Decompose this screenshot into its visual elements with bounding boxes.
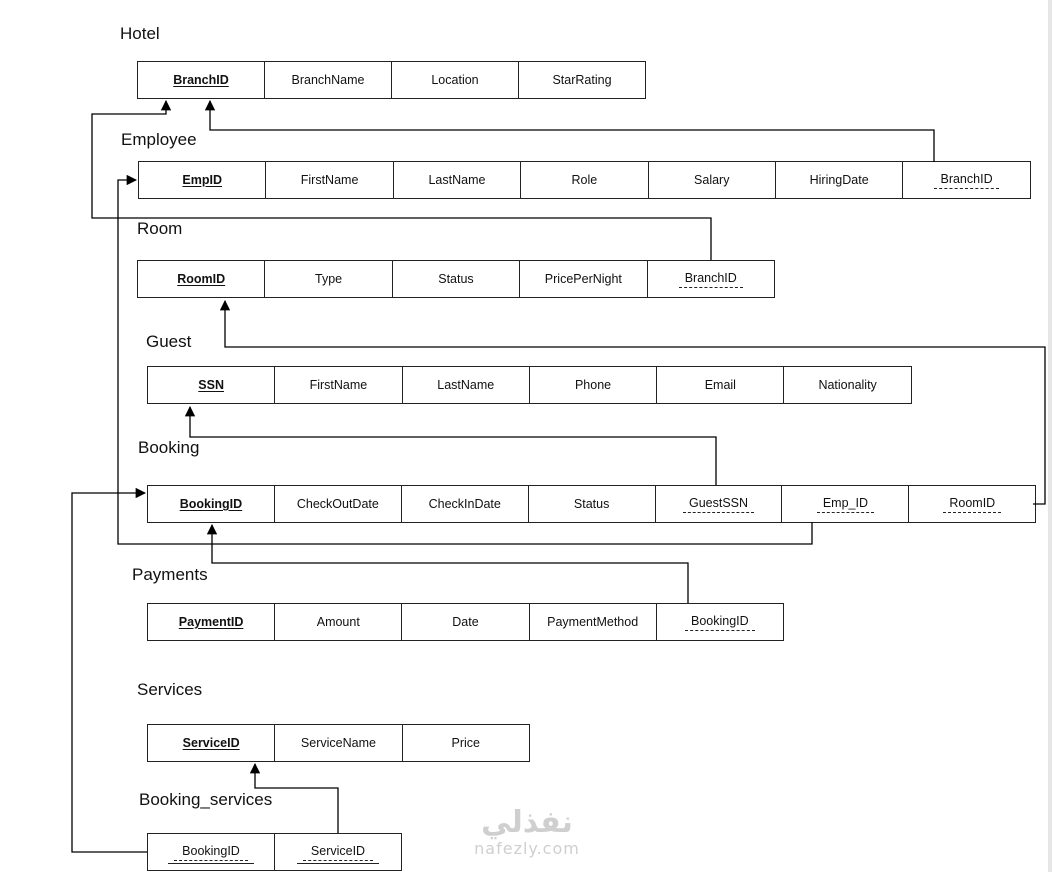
link-bookingservices-booking-to-booking bbox=[72, 493, 147, 852]
employee-attribute-label: Salary bbox=[694, 173, 730, 187]
link-booking-guest-to-guest bbox=[190, 407, 716, 485]
link-employee-branch-to-hotel bbox=[210, 101, 934, 162]
services-attribute-label: ServiceName bbox=[300, 736, 376, 750]
employee-attribute-label: HiringDate bbox=[809, 173, 869, 187]
hotel-attribute-label: StarRating bbox=[552, 73, 612, 87]
booking-attribute-label: CheckOutDate bbox=[296, 497, 379, 511]
room-pk-label: RoomID bbox=[177, 272, 226, 286]
guest-attribute-label: FirstName bbox=[309, 378, 368, 392]
room-title: Room bbox=[137, 219, 183, 238]
hotel-title: Hotel bbox=[120, 24, 160, 43]
payments-attribute-label: Amount bbox=[316, 615, 360, 629]
booking-services-title: Booking_services bbox=[139, 790, 273, 809]
room-attribute-label: Type bbox=[315, 272, 343, 286]
guest-title: Guest bbox=[146, 332, 192, 351]
nafezly-watermark bbox=[462, 806, 592, 858]
booking-fk-label: Emp_ID bbox=[817, 496, 874, 513]
guest-attribute-label: Email bbox=[704, 378, 736, 392]
payments-attribute-label: Date bbox=[452, 615, 479, 629]
booking-services-cpk-label: BookingID bbox=[174, 844, 248, 861]
hotel-pk-label: BranchID bbox=[173, 73, 229, 87]
booking-attribute-label: CheckInDate bbox=[428, 497, 501, 511]
room-fk-label: BranchID bbox=[679, 271, 743, 288]
payments-title: Payments bbox=[132, 565, 208, 584]
employee-attribute-label: Role bbox=[571, 173, 598, 187]
guest-attribute-label: Nationality bbox=[818, 378, 877, 392]
guest-attribute-label: LastName bbox=[437, 378, 495, 392]
link-bookingservices-service-to-services bbox=[255, 764, 338, 833]
employee-fk-label: BranchID bbox=[934, 172, 998, 189]
guest-attribute-label: Phone bbox=[574, 378, 612, 392]
services-attribute-label: Price bbox=[451, 736, 480, 750]
link-booking-room-to-room bbox=[225, 301, 1045, 504]
booking-attribute-label: Status bbox=[573, 497, 610, 511]
payments-pk-label: PaymentID bbox=[178, 615, 244, 629]
payments-attribute-label: PaymentMethod bbox=[547, 615, 639, 629]
watermark-latin: nafezly.com bbox=[474, 839, 580, 858]
booking-title: Booking bbox=[138, 438, 200, 457]
services-title: Services bbox=[137, 680, 203, 699]
link-booking-emp-to-employee bbox=[118, 180, 812, 544]
hotel-attribute-label: Location bbox=[431, 73, 479, 87]
link-payments-booking-to-booking bbox=[212, 525, 688, 603]
services-pk-label: ServiceID bbox=[182, 736, 240, 750]
booking-pk-label: BookingID bbox=[179, 497, 243, 511]
link-room-branch-to-hotel bbox=[92, 101, 711, 260]
guest-pk-label: SSN bbox=[198, 378, 224, 392]
employee-attribute-label: LastName bbox=[428, 173, 486, 187]
room-attribute-label: PricePerNight bbox=[544, 272, 622, 286]
employee-pk-label: EmpID bbox=[182, 173, 222, 187]
payments-fk-label: BookingID bbox=[685, 614, 755, 631]
employee-attribute-label: FirstName bbox=[300, 173, 359, 187]
hotel-attribute-label: BranchName bbox=[291, 73, 365, 87]
booking-services-cpk-label: ServiceID bbox=[303, 844, 373, 861]
employee-title: Employee bbox=[121, 130, 197, 149]
booking-fk-label: GuestSSN bbox=[683, 496, 754, 513]
watermark-arabic: نفذلي bbox=[481, 805, 573, 840]
booking-fk-label: RoomID bbox=[943, 496, 1001, 513]
room-attribute-label: Status bbox=[438, 272, 474, 286]
